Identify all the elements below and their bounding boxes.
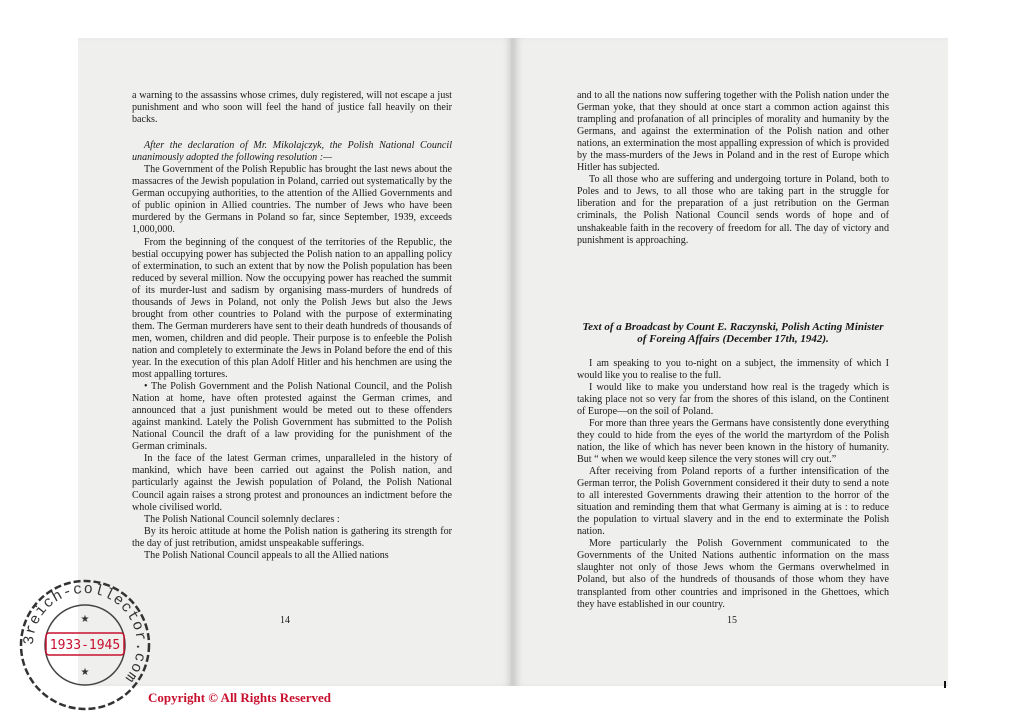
paragraph: From the beginning of the conquest of the territories of the Republic, the bestial occupying power has subjected the Polish nation to an appalling policy of extermination, to such an extent that by now the Polish population has been reduced by several million. Now the occupying power has reached the summit of its murder-lust and sadism by organising mass-murders of hundreds of thousands of Jews in Poland, not only the Polish Jews but also the Jews brought from other countries to Poland with the purpose of exterminating them. The German murderers have sent to their death hundreds of thousands of men, women, children and did people. Their purpose is to enfeeble the Polish nation and completely to exterminate the Jews in Poland before the end of this year. In the execution of this plan Adolf Hitler and his henchmen are using the most appalling tortures. — [132, 236, 452, 381]
stamp-text: 3reich-collector.com — [20, 580, 150, 687]
paragraph: For more than three years the Germans have consistently done everything they could to hide from the eyes of the world the martyrdom of the Polish nation, the like of which has never been known in the history of humanity. But “ when we would keep silence the very stones will cry out.” — [577, 417, 889, 465]
page-number: 15 — [727, 615, 737, 626]
scan-mark — [944, 681, 946, 688]
svg-text:★: ★ — [80, 614, 90, 625]
paragraph: a warning to the assassins whose crimes, duly registered, will not escape a just punishment and who soon will feel the hand of justice fall heavily on their backs. — [132, 90, 452, 126]
stamp-years: 1933-1945 — [49, 638, 121, 653]
watermark-stamp-icon — [10, 575, 160, 715]
right-page-text — [577, 90, 889, 611]
left-page-text — [132, 90, 452, 562]
page-number: 14 — [280, 615, 290, 626]
paragraph: After receiving from Poland reports of a further intensification of the German terror, the Polish Government considered it their duty to send a note to all interested Governments drawing their attention to the horror of the situation and reminding them that what Germany is aiming at is : to reduce the population to virtual slavery and in the end to exterminate the Polish nation. — [577, 466, 889, 538]
paragraph: and to all the nations now suffering together with the Polish nation under the German yoke, that they should at once start a common action against this trampling and profanation of all principles of morality and humanity by the Germans, and against the extermination of the Polish nation and other nations, an extermination the most appalling expression of which is provided by the mass-murders of the Jews in Poland and in the rest of Europe which Hitler has subjected. — [577, 90, 889, 174]
book-spread — [78, 38, 950, 686]
broadcast-heading: Text of a Broadcast by Count E. Raczynski, Polish Acting Minister of Foreing Affairs (December 17th, 1942). — [582, 320, 884, 346]
paragraph: In the face of the latest German crimes, unparalleled in the history of mankind, which have been carried out against the Polish nation, and particularly against the Jewish population of Poland, the Polish National Council again raises a strong protest and pronounces an indictment before the whole civilised world. — [132, 453, 452, 513]
paragraph: To all those who are suffering and undergoing torture in Poland, both to Poles and to Jews, to all those who are taking part in the struggle for liberation and for the preparation of a just retribution on the German criminals, the Polish National Council sends words of hope and of unshakeable faith in the recovery of freedom for all. The day of victory and punishment is approaching. — [577, 174, 889, 246]
paragraph: More particularly the Polish Government communicated to the Governments of the United Nations authentic information on the mass slaughter not only of those Jews whom the Germans overwhelmed in Poland, but also of the hundreds of thousands of those whom they have transplanted from other countries and imprisoned in the Ghettoes, which they have established in our country. — [577, 538, 889, 610]
paragraph: I would like to make you understand how real is the tragedy which is taking place not so very far from the shores of this island, on the Continent of Europe—on the soil of Poland. — [577, 381, 889, 417]
svg-text:★: ★ — [80, 667, 90, 678]
paragraph: I am speaking to you to-night on a subject, the immensity of which I would like you to realise to the full. — [577, 357, 889, 381]
copyright-notice: Copyright © All Rights Reserved — [148, 690, 332, 705]
paragraph: • The Polish Government and the Polish National Council, and the Polish Nation at home, have often protested against the German crimes, and announced that a just punishment would be meted out to these offenders against mankind. Lately the Polish Government has submitted to the Polish National Council the draft of a law providing for the punishment of the German criminals. — [132, 381, 452, 453]
paragraph: The Polish National Council appeals to all the Allied nations — [144, 549, 389, 561]
paragraph: The Polish National Council solemnly declares : — [144, 513, 340, 525]
paragraph: The Government of the Polish Republic has brought the last news about the massacres of the Jewish population in Poland, carried out systematically by the German occupying authorities, to the attention of the Allied Governments and of public opinion in Allied countries. The number of Jews who have been murdered by the Germans in Poland so far, since September, 1939, exceeds 1,000,000. — [132, 164, 452, 236]
right-page — [514, 38, 948, 686]
resolution-intro: After the declaration of Mr. Mikolajczyk, the Polish National Council unanimously adopted the following resolution :— — [132, 140, 452, 164]
paragraph: By its heroic attitude at home the Polish nation is gathering its strength for the day of just retribution, amidst unspeakable sufferings. — [132, 525, 452, 549]
